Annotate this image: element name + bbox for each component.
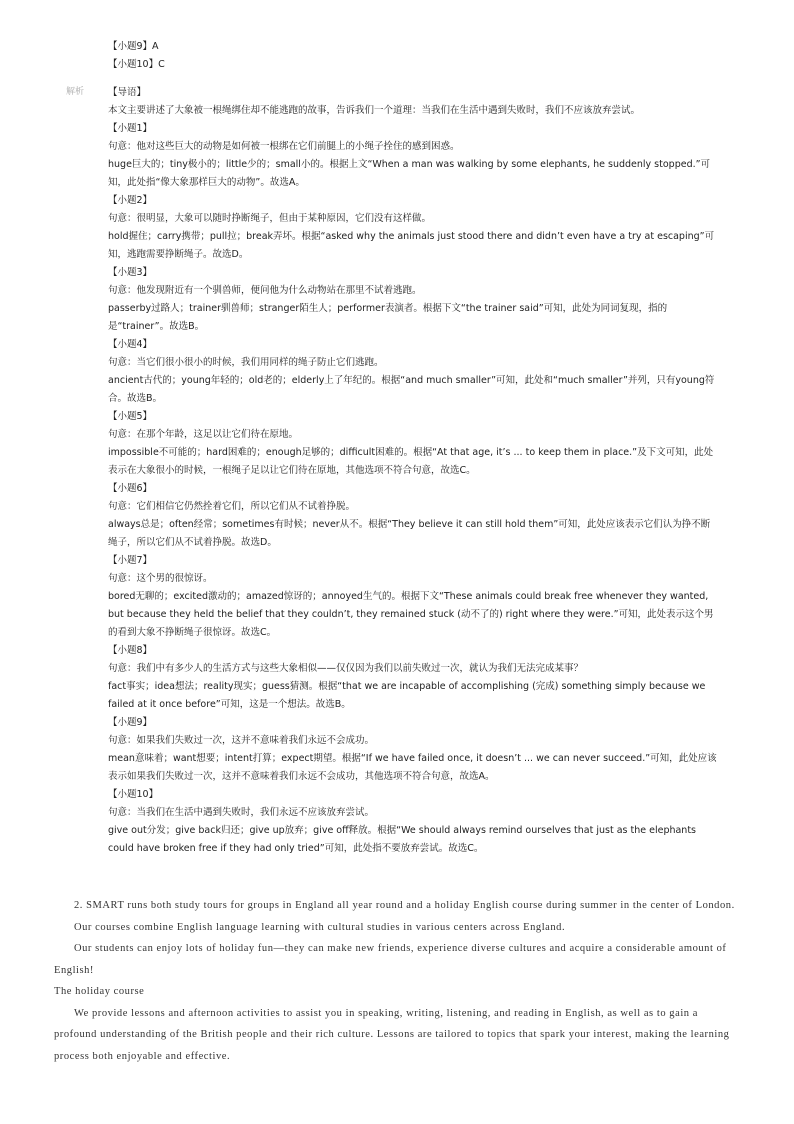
analysis-line: ancient古代的；young年轻的；old老的；elderly上了年纪的。根据“and much smaller”可知，此处和“much smaller”并列，只有young符合。故选B。 <box>108 375 715 404</box>
passage-paragraph: 2. SMART runs both study tours for groups in England all year round and a holiday English course during summer in the center of London. <box>74 900 735 911</box>
analysis-line: 句意：这个男的很惊讶。 <box>108 573 213 584</box>
analysis-line: impossible不可能的；hard困难的；enough足够的；difficult困难的。根据“At that age, it’s ... to keep them in place.”及下文可知，此处表示在大象很小的时候，一根绳子足以让它们待在原地，其他选项不符合句意，故选C。 <box>108 447 714 476</box>
analysis-line: 句意：当它们很小很小的时候，我们用同样的绳子防止它们逃跑。 <box>108 357 384 368</box>
passage-paragraph: We provide lessons and afternoon activities to assist you in speaking, writing, listening, and reading in English, as well as to gain a profound understanding of the British people and their rich culture. Lessons are tailored to topics that spark your interest, making the learning process both enjoyable and effective. <box>54 1007 730 1062</box>
analysis-line: 【小题6】 <box>108 483 153 494</box>
analysis-line: give out分发；give back归还；give up放弃；give off释放。根据“We should always remind ourselves that just as the elephants could have broken free if they had only tried”可知，此处指不要放弃尝试。故选C。 <box>108 825 697 854</box>
passage-paragraph: Our students can enjoy lots of holiday fun—they can make new friends, experience diverse cultures and acquire a considerable amount of English! <box>54 943 727 976</box>
analysis-line: 句意：当我们在生活中遇到失败时，我们永远不应该放弃尝试。 <box>108 807 375 818</box>
analysis-line: always总是；often经常；sometimes有时候；never从不。根据“They believe it can still hold them”可知，此处应该表示它们认为挣不断绳子，所以它们从不试着挣脱。故选D。 <box>108 519 711 548</box>
passage-paragraph: Our courses combine English language learning with cultural studies in various centers across England. <box>74 921 566 933</box>
analysis-line: 【导语】 <box>108 87 147 98</box>
analysis-line: 【小题1】 <box>108 123 153 134</box>
analysis-line: bored无聊的；excited激动的；amazed惊讶的；annoyed生气的。根据下文“These animals could break free whenever they wanted, but because they held the belief that they couldn’t, they remained stuck (动不了的) right where they were.”可知，此处表示这个男的看到大象不挣断绳子很惊讶。故选C。 <box>108 591 714 638</box>
analysis-line: mean意味着；want想要；intent打算；expect期望。根据“If we have failed once, it doesn’t ... we can never succeed.”可知，此处应该表示如果我们失败过一次，这并不意味着我们永远不会成功，其他选项不符合句意，故选A。 <box>108 753 717 782</box>
analysis-line: 本文主要讲述了大象被一根绳绑住却不能逃跑的故事，告诉我们一个道理：当我们在生活中遇到失败时，我们不应该放弃尝试。 <box>108 105 641 116</box>
answer-9: 【小题9】A <box>108 41 159 52</box>
reading-passage <box>54 895 738 1067</box>
analysis-line: 【小题9】 <box>108 717 153 728</box>
analysis-line: 句意：在那个年龄，这足以让它们待在原地。 <box>108 429 299 440</box>
analysis-line: 【小题8】 <box>108 645 153 656</box>
analysis-line: 【小题5】 <box>108 411 153 422</box>
analysis-line: fact事实；idea想法；reality现实；guess猜测。根据“that we are incapable of accomplishing (完成) something simply because we failed at it once before”可知，这是一个想法。故选B。 <box>108 681 706 710</box>
analysis-line: 【小题2】 <box>108 195 153 206</box>
analysis-line: 【小题7】 <box>108 555 153 566</box>
analysis-line: huge巨大的；tiny极小的；little少的；small小的。根据上文“When a man was walking by some elephants, he suddenly stopped.”可知，此处指“像大象那样巨大的动物”。故选A。 <box>108 159 711 188</box>
analysis-label: 解析 <box>66 87 85 97</box>
analysis-line: hold握住；carry携带；pull拉；break弄坏。根据“asked why the animals just stood there and didn’t even have a try at escaping”可知，逃跑需要挣断绳子。故选D。 <box>108 231 715 260</box>
analysis-line: 句意：它们相信它仍然拴着它们，所以它们从不试着挣脱。 <box>108 501 356 512</box>
analysis-line: 【小题4】 <box>108 339 153 350</box>
analysis-line: 【小题3】 <box>108 267 153 278</box>
analysis-line: 句意：如果我们失败过一次，这并不意味着我们永远不会成功。 <box>108 735 375 746</box>
analysis-line: 句意：我们中有多少人的生活方式与这些大象相似——仅仅因为我们以前失败过一次，就认为我们无法完成某事？ <box>108 663 584 674</box>
analysis-line: 句意：很明显，大象可以随时挣断绳子，但由于某种原因，它们没有这样做。 <box>108 213 432 224</box>
passage-heading: The holiday course <box>54 986 145 997</box>
answer-10: 【小题10】C <box>108 59 165 70</box>
analysis-line: passerby过路人；trainer驯兽师；stranger陌生人；performer表演者。根据下文“the trainer said”可知，此处为同词复现，指的是“trainer”。故选B。 <box>108 303 668 332</box>
analysis-line: 句意：他对这些巨大的动物是如何被一根绑在它们前腿上的小绳子拴住的感到困惑。 <box>108 141 460 152</box>
analysis-line: 句意：他发现附近有一个驯兽师，便问他为什么动物站在那里不试着逃跑。 <box>108 285 422 296</box>
analysis-line: 【小题10】 <box>108 789 159 800</box>
analysis-block <box>108 84 718 858</box>
